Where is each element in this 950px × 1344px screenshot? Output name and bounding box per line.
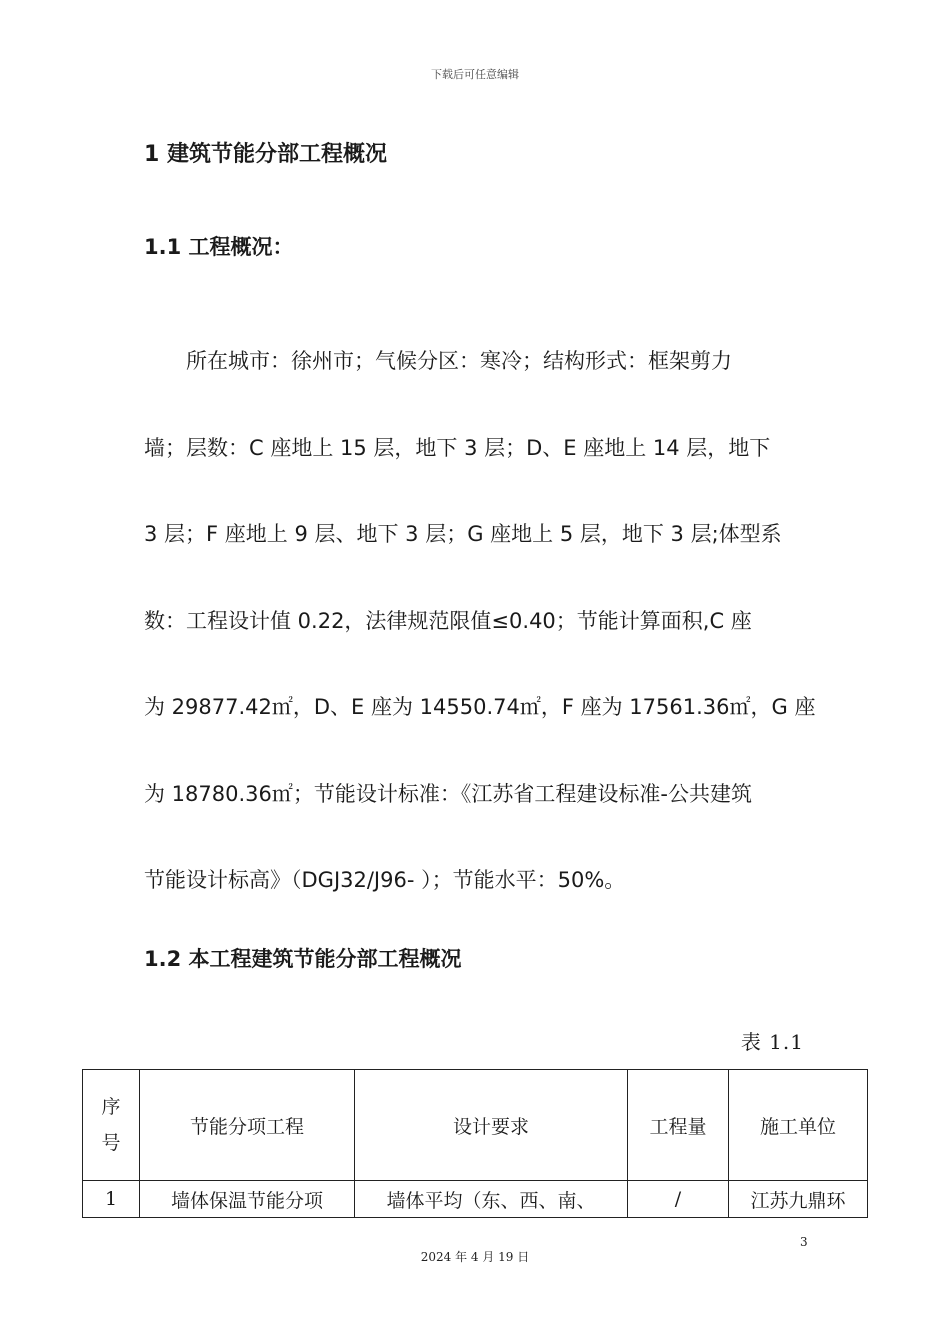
paragraph-line: 节能设计标高》（DGJ32/J96- ）；节能水平：50%。 (144, 868, 626, 892)
cell-requirement: 墙体平均（东、西、南、 (355, 1181, 628, 1218)
paragraph-line: 墙；层数：C 座地上 15 层，地下 3 层；D、E 座地上 14 层，地下 (144, 435, 771, 460)
header-cell-contractor: 施工单位 (729, 1070, 868, 1181)
paragraph-line: 3 层；F 座地上 9 层、地下 3 层；G 座地上 5 层，地下 3 层;体型系 (144, 522, 782, 546)
page-header: 下载后可任意编辑 (431, 68, 519, 81)
header-cell-seq (83, 1070, 140, 1181)
header-cell-requirement: 设计要求 (355, 1070, 628, 1181)
overview-table (82, 1069, 868, 1218)
cell-item: 墙体保温节能分项 (140, 1181, 355, 1218)
footer-date: 2024 年 4 月 19 日 (420, 1250, 530, 1264)
page-number: 3 (800, 1235, 808, 1249)
cell-seq: 1 (83, 1181, 140, 1218)
table-caption: 表 1.1 (740, 1030, 804, 1054)
project-overview-paragraph (144, 318, 816, 924)
paragraph-line: 数：工程设计值 0.22，法律规范限值≤0.40；节能计算面积,C 座 (144, 608, 752, 633)
header-cell-item: 节能分项工程 (140, 1070, 355, 1181)
paragraph-line: 为 18780.36㎡；节能设计标准：《江苏省工程建设标准-公共建筑 (144, 781, 752, 806)
section-1-title: 1 建筑节能分部工程概况 (144, 142, 387, 167)
table-row (83, 1181, 868, 1218)
section-1-2-title: 1.2 本工程建筑节能分部工程概况 (144, 947, 462, 971)
cell-contractor: 江苏九鼎环 (729, 1181, 868, 1218)
paragraph-line: 为 29877.42㎡，D、E 座为 14550.74㎡，F 座为 17561.36㎡，G 座 (144, 695, 816, 719)
table-header-row (83, 1070, 868, 1181)
header-seq-text: 序 号 (101, 1096, 121, 1154)
section-1-1-title: 1.1 工程概况： (144, 235, 294, 259)
paragraph-line: 所在城市：徐州市；气候分区：寒冷；结构形式：框架剪力 (144, 349, 732, 373)
cell-quantity: / (628, 1181, 729, 1218)
header-cell-quantity: 工程量 (628, 1070, 729, 1181)
